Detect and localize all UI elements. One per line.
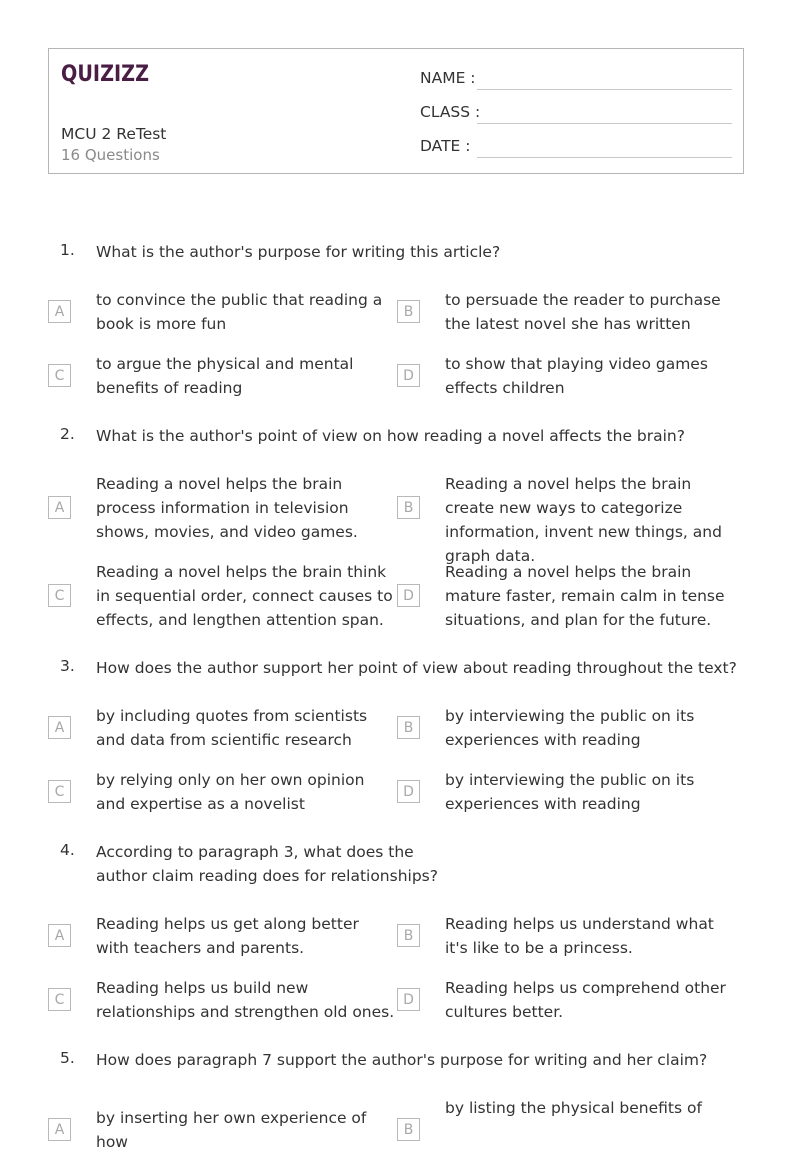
class-line[interactable]: [477, 123, 732, 124]
option-text: by relying only on her own opinion and expertise as a novelist: [96, 771, 365, 813]
option-box[interactable]: C: [48, 584, 71, 607]
option-box[interactable]: B: [397, 300, 420, 323]
option-box[interactable]: A: [48, 496, 71, 519]
option-box[interactable]: A: [48, 716, 71, 739]
question-text: How does the author support her point of view about reading throughout the text?: [96, 659, 737, 677]
question-number: 4.: [60, 841, 75, 859]
option-box[interactable]: B: [397, 924, 420, 947]
option-box[interactable]: B: [397, 716, 420, 739]
option-box[interactable]: C: [48, 780, 71, 803]
option-box[interactable]: B: [397, 496, 420, 519]
question-number: 3.: [60, 657, 75, 675]
date-label: DATE :: [420, 137, 471, 155]
option-box[interactable]: A: [48, 924, 71, 947]
option-text: Reading helps us get along better with teachers and parents.: [96, 915, 359, 957]
option-box[interactable]: A: [48, 300, 71, 323]
option-box[interactable]: D: [397, 780, 420, 803]
option-text: by inserting her own experience of how: [96, 1109, 367, 1151]
option-text: to show that playing video games effects children: [445, 355, 708, 397]
option-text: Reading a novel helps the brain process information in television shows, movies, and video games.: [96, 475, 358, 541]
option-text: Reading helps us understand what it's like to be a princess.: [445, 915, 714, 957]
name-line[interactable]: [477, 89, 732, 90]
option-box[interactable]: D: [397, 584, 420, 607]
worksheet-header: [48, 48, 744, 174]
option-text: by listing the physical benefits of: [445, 1099, 702, 1117]
question-number: 2.: [60, 425, 75, 443]
option-box[interactable]: B: [397, 1118, 420, 1141]
name-label: NAME :: [420, 69, 476, 87]
option-text: by interviewing the public on its experiences with reading: [445, 707, 695, 749]
question-text: How does paragraph 7 support the author's purpose for writing and her claim?: [96, 1051, 708, 1069]
option-box[interactable]: D: [397, 988, 420, 1011]
quiz-title: MCU 2 ReTest: [61, 125, 167, 143]
date-line[interactable]: [477, 157, 732, 158]
svg-text:QUIZIZZ: QUIZIZZ: [61, 62, 149, 87]
option-text: to persuade the reader to purchase the latest novel she has written: [445, 291, 721, 333]
option-box[interactable]: C: [48, 988, 71, 1011]
class-label: CLASS :: [420, 103, 481, 121]
option-box[interactable]: D: [397, 364, 420, 387]
option-text: to convince the public that reading a book is more fun: [96, 291, 383, 333]
question-number: 5.: [60, 1049, 75, 1067]
option-text: to argue the physical and mental benefits of reading: [96, 355, 354, 397]
option-text: Reading helps us build new relationships and strengthen old ones.: [96, 979, 395, 1021]
question-text: According to paragraph 3, what does the author claim reading does for relationships?: [96, 843, 438, 885]
option-text: by interviewing the public on its experiences with reading: [445, 771, 695, 813]
question-text: What is the author's purpose for writing this article?: [96, 243, 501, 261]
option-text: Reading a novel helps the brain mature faster, remain calm in tense situations, and plan for the future.: [445, 563, 725, 629]
option-text: Reading helps us comprehend other cultures better.: [445, 979, 726, 1021]
option-text: Reading a novel helps the brain think in sequential order, connect causes to effects, and lengthen attention span.: [96, 563, 393, 629]
option-box[interactable]: C: [48, 364, 71, 387]
option-text: by including quotes from scientists and data from scientific research: [96, 707, 368, 749]
option-box[interactable]: A: [48, 1118, 71, 1141]
question-text: What is the author's point of view on how reading a novel affects the brain?: [96, 427, 685, 445]
quizizz-logo: [61, 59, 151, 87]
question-number: 1.: [60, 241, 75, 259]
question-count: 16 Questions: [61, 146, 160, 164]
option-text: Reading a novel helps the brain create new ways to categorize information, invent new things, and graph data.: [445, 475, 722, 565]
